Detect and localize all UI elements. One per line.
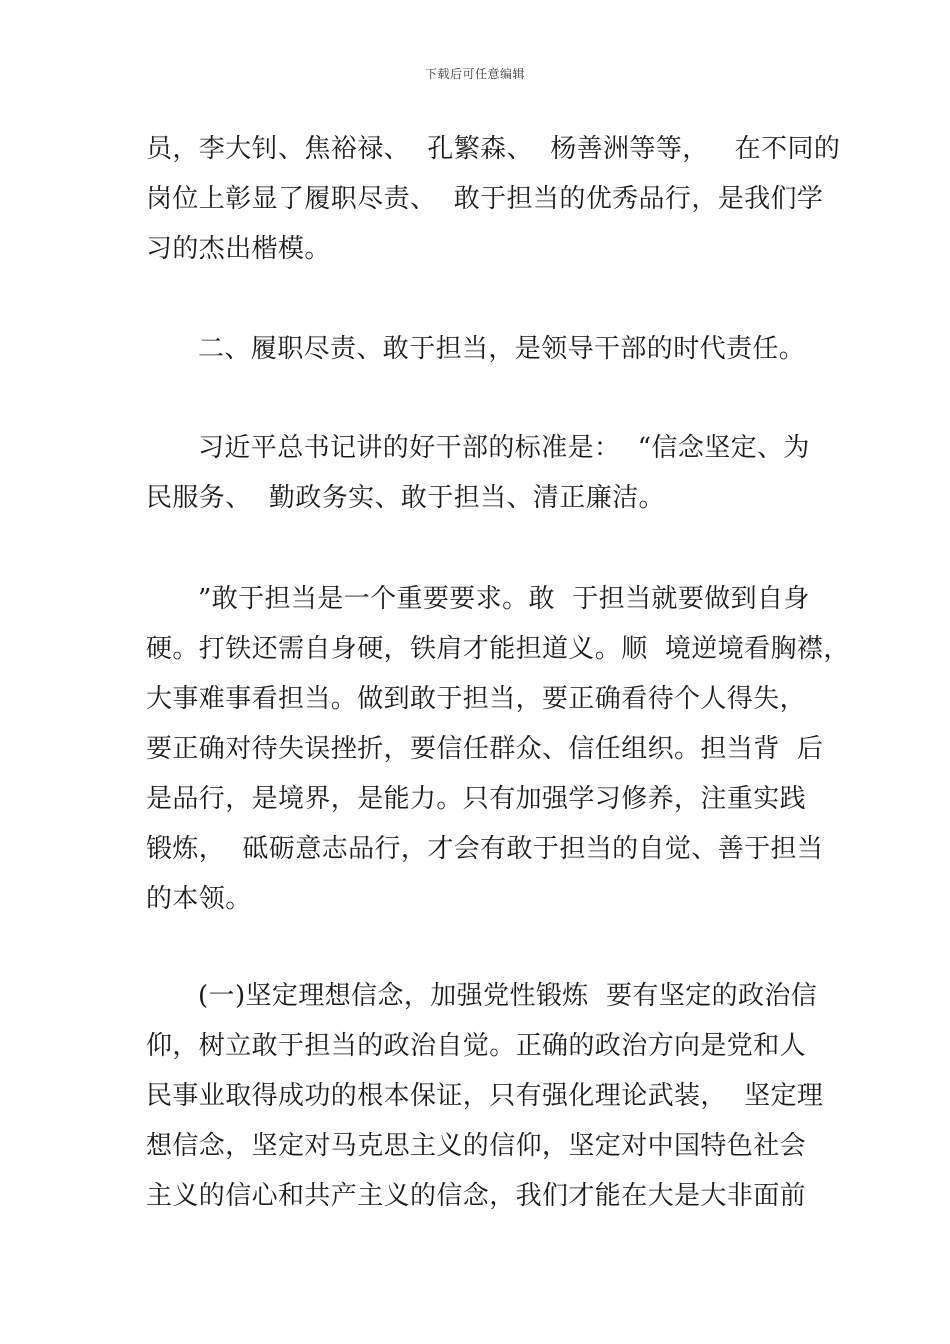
paragraph-4: [146, 574, 850, 924]
paragraph-line: 民事业取得成功的根本保证，只有强化理论武装， 坚定理: [146, 1081, 824, 1111]
paragraph-line: 硬。打铁还需自身硬，铁肩才能担道义。顺 境逆境看胸襟，: [146, 634, 850, 664]
heading-line: 二、履职尽责、敢于担当，是领导干部的时代责任。: [198, 334, 806, 364]
paragraph-line: 的本领。: [146, 884, 252, 914]
paragraph-line: 想信念，坚定对马克思主义的信仰，坚定对中国特色社会: [146, 1131, 807, 1161]
paragraph-line: 仰，树立敢于担当的政治自觉。正确的政治方向是党和人: [146, 1031, 807, 1061]
paragraph-line: 要正确对待失误挫折，要信任群众、信任组织。担当背 后: [146, 734, 824, 764]
paragraph-3: [146, 423, 818, 523]
paragraph-line: 民服务、 勤政务实、敢于担当、清正廉洁。: [146, 483, 665, 513]
paragraph-line: 习的杰出楷模。: [146, 234, 331, 264]
paragraph-line: 锻炼， 砥砺意志品行，才会有敢于担当的自觉、善于担当: [146, 834, 824, 864]
paragraph-line: 员，李大钊、焦裕禄、 孔繁森、 杨善洲等等， 在不同的: [146, 134, 841, 164]
paragraph-5: [146, 971, 824, 1221]
paragraph-line: 习近平总书记讲的好干部的标准是： “信念坚定、为: [198, 433, 810, 463]
paragraph-line: 是品行，是境界，是能力。只有加强学习修养，注重实践: [146, 784, 807, 814]
paragraph-line: (一)坚定理想信念，加强党性锻炼 要有坚定的政治信: [198, 981, 818, 1011]
paragraph-line: 大事难事看担当。做到敢于担当，要正确看待个人得失，: [146, 684, 807, 714]
paragraph-line: ”敢于担当是一个重要要求。敢 于担当就要做到自身: [198, 584, 810, 614]
paragraph-line: 岗位上彰显了履职尽责、 敢于担当的优秀品行，是我们学: [146, 184, 824, 214]
page-header: 下载后可任意编辑: [424, 67, 525, 81]
paragraph-line: 主义的信心和共产主义的信念，我们才能在大是大非面前: [146, 1181, 807, 1211]
paragraph-1: [146, 124, 841, 274]
section-heading: [146, 324, 818, 374]
